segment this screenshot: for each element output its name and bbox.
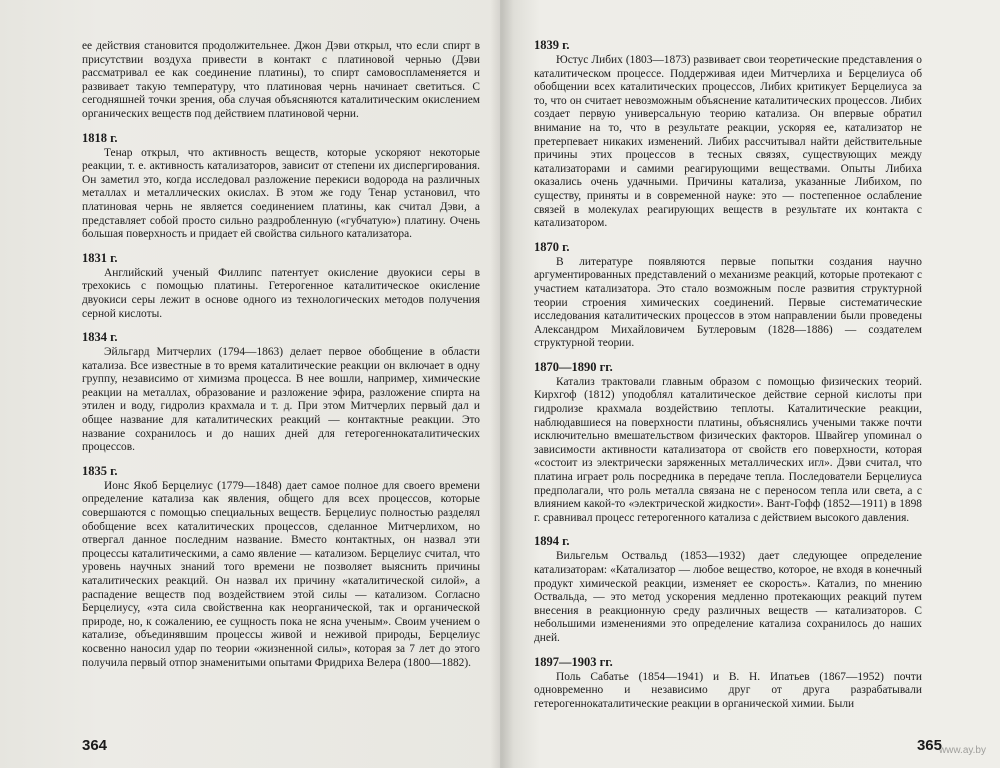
- entry-year: 1897—1903 гг.: [534, 654, 613, 669]
- entry-year: 1894 г.: [534, 534, 570, 549]
- entry: [82, 40, 480, 122]
- book-gutter: [490, 0, 514, 768]
- entry: [534, 240, 922, 351]
- entry-text: Ионс Якоб Берцелиус (1779—1848) дает самое полное для своего времени определение катализа как явления, общего для всех процессов, которые совершаются с помощью специальных веществ. Берцелиус полностью разделял обобщение всех каталитических процессов, сделанное Митчерлихом, но отвергал данное последним название. Вместо контактных, он назвал эти процессы каталитическими, а само явление — катализом. Берцелиус считал, что уровень научных знаний того времени не позволяет выяснить причины каталитических реакций. Он назвал их причину «каталитической силой», а распадение веществ под воздействием этой силы — катализом. Согласно Берцелиусу, «эта сила свойственна как неорганической, так и органической природе, но, к сожалению, ее сущность пока не ясна ученым». Своим учением о катализе, объединявшим процессы живой и неживой природы, Берцелиус косвенно наносил удар по теории «жизненной силы», которая за 7 лет до этого получила первый отпор знаменитыми опытами Фридриха Велера (1800—1882).: [82, 479, 480, 669]
- entry-text: Поль Сабатье (1854—1941) и В. Н. Ипатьев (1867—1952) почти одновременно и независимо друг от друга разрабатывали гетерогеннокаталитические реакции в органической химии. Были: [534, 670, 922, 710]
- entry-year: 1818 г.: [82, 130, 118, 145]
- entry-text: Английский ученый Филлипс патентует окисление двуокиси серы в трехокись с помощью платины. Гетерогенное каталитическое окисление двуокиси серы лежит в основе одного из технологических методов получения серной кислоты.: [82, 266, 480, 320]
- entry: [534, 534, 922, 645]
- entry: [534, 360, 922, 526]
- entry-text: Вильгельм Оствальд (1853—1932) дает следующее определение катализаторам: «Катализатор — любое вещество, которое, не входя в конечный продукт химической реакции, изменяет ее скорость». Катализ, по мнению Оствальда, — это метод ускорения медленно протекающих реакций путем внесения в реакционную среду различных веществ — катализаторов. С небольшими изменениями это определение катализа сохранилось до наших дней.: [534, 550, 922, 644]
- entry-text: ее действия становится продолжительнее. Джон Дэви открыл, что если спирт в присутствии воздуха привести в контакт с платиновой чернью (Дэви рассматривал ее как соединение платины), то спирт самовоспламеняется и развивает такую температуру, что платиновая чернь начинает светиться. С сегодняшней точки зрения, оба случая объясняются каталитическим окислением органических веществ под действием платиновой черни.: [82, 40, 480, 120]
- entry-text: В литературе появляются первые попытки создания научно аргументированных представлений о механизме реакций, которые протекают с участием катализатора. Это стало возможным после развития структурной теории строения химических соединений. Первые систематические исследования каталитических процессов в этом направлении были проведены Александром Михайловичем Бутлеровым (1828—1886) — создателем структурной теории.: [534, 255, 922, 350]
- entry-year: 1835 г.: [82, 463, 118, 478]
- entry: [534, 655, 922, 712]
- entry-text: Юстус Либих (1803—1873) развивает свои теоретические представления о каталитическом процессе. Поддерживая идеи Митчерлиха и Берцелиуса об обобщении всех каталитических процессов, Либих критикует Берцелиуса за то, что он считает невозможным объяснение каталитических процессов. Либих создает первую универсальную теорию катализа. Он впервые обратил внимание на то, что в результате реакции, ускоряя ее, катализатор не претерпевает никаких изменений. Либих рассчитывал найти действительные причины этих процессов в тесных связях, существующих между катализаторами и самими реагирующими веществами. Опыты Либиха оказались очень удачными. Причины катализа, указанные Либихом, по существу, приняты и в современной науке: это — постепенное ослабление связей в молекулах реагирующих веществ в результате их контакта с катализатором.: [534, 54, 922, 230]
- entry-text: Эйльгард Митчерлих (1794—1863) делает первое обобщение в области катализа. Все известные в то время каталитические реакции он включает в одну группу, независимо от химизма процесса. В нее вошли, например, химические реакции на металлах, образование и разложение эфира, разложение спирта на этилен и воду, гидролиз крахмала и т. д. При этом Митчерлих первый дал и общее название для каталитических реакций — контактные реакции. Это название сохранилось и до наших дней для гетерогеннокаталитических процессов.: [82, 346, 480, 454]
- entry-text: Катализ трактовали главным образом с помощью физических теорий. Кирхгоф (1812) уподоблял каталитическое действие серной кислоты при гидролизе крахмала воздействию теплоты. Каталитические реакции, наблюдавшиеся на поверхности платины, объяснялись учеными также почти исключительно вмешательством физических факторов. Швайгер упоминал о зависимости активности катализатора от свойств его поверхности, которая «состоит из электрически заряженных металлических игл». Дэви считал, что платина играет роль посредника в передаче тепла. Последователи Берцелиуса предполагали, что роль металла связана не с переносом тепла или света, а с влиянием какой-то «электрической жидкости». Вант-Гофф (1852—1911) в 1898 г. сравнивал процесс гетерогенного катализа с действием высокого давления.: [534, 375, 922, 524]
- entry: [534, 38, 922, 231]
- entry-text: Тенар открыл, что активность веществ, которые ускоряют некоторые реакции, т. е. активность катализаторов, зависит от степени их диспергирования. Он заметил это, когда исследовал разложение перекиси водорода на различных металлах и металлических окислах. В этом же году Тенар установил, что платиновая чернь не является соединением платины, как считал Дэви, а представляет собой просто сильно раздробленную («губчатую») платину. Очень большая поверхность и придает ей свойства сильного катализатора.: [82, 146, 480, 241]
- entry: [82, 251, 480, 321]
- entry-year: 1834 г.: [82, 330, 118, 345]
- entry: [82, 131, 480, 242]
- page-number: 365: [916, 737, 942, 754]
- watermark: www.ay.by: [938, 745, 986, 756]
- entry: [82, 464, 480, 670]
- entry-year: 1870 г.: [534, 239, 570, 254]
- entry: [82, 330, 480, 455]
- entry-year: 1831 г.: [82, 250, 118, 265]
- entry-year: 1870—1890 гг.: [534, 359, 613, 374]
- right-page: [500, 0, 1000, 768]
- entry-year: 1839 г.: [534, 38, 570, 52]
- page-number: 364: [82, 737, 108, 754]
